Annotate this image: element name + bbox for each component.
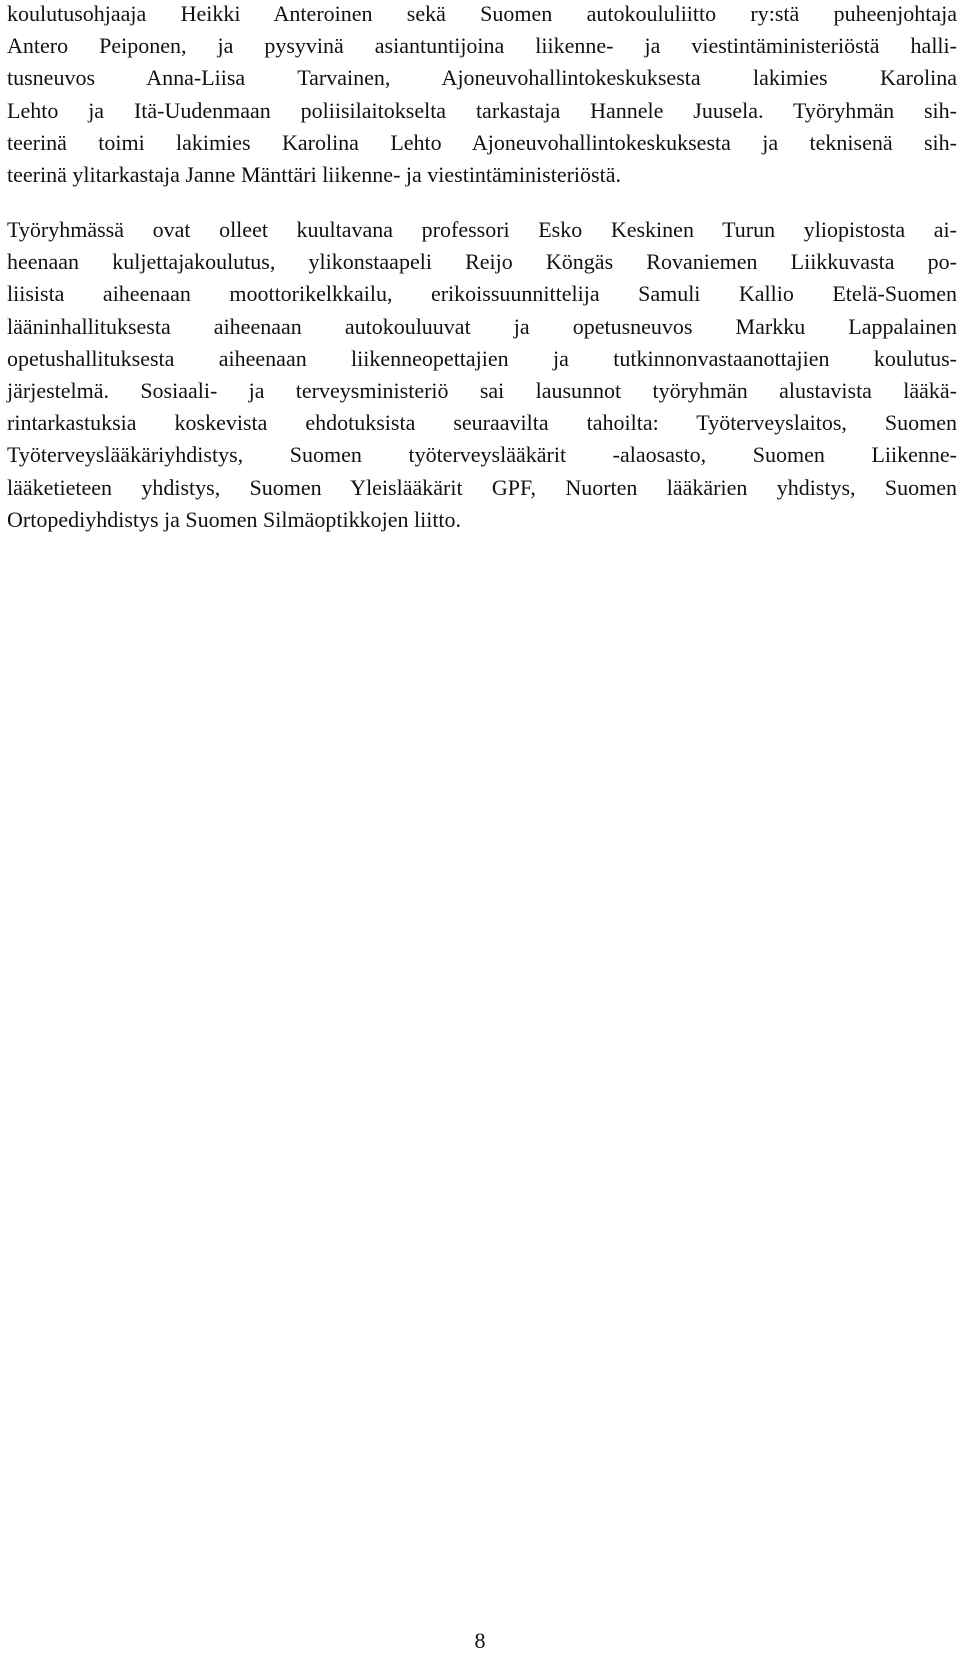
text-line: teerinä toimi lakimies Karolina Lehto Ajoneuvohallintokeskuksesta ja teknisenä sih-: [7, 129, 957, 155]
text-line: koulutusohjaaja Heikki Anteroinen sekä Suomen autokoululiitto ry:stä puheenjohtaja: [7, 1, 957, 26]
text-line: Ortopediyhdistys ja Suomen Silmäoptikkojen liitto.: [7, 506, 462, 532]
text-line: Työterveyslääkäriyhdistys, Suomen työterveyslääkärit -alaosasto, Suomen Liikenne-: [7, 442, 957, 468]
text-line: Antero Peiponen, ja pysyvinä asiantuntijoina liikenne- ja viestintäministeriöstä halli-: [7, 33, 957, 59]
paragraph-1: [7, 0, 957, 191]
text-line: liisista aiheenaan moottorikelkkailu, erikoissuunnittelija Samuli Kallio Etelä-Suomen: [7, 281, 957, 307]
page-number: 8: [474, 1628, 486, 1653]
text-line: opetushallituksesta aiheenaan liikenneopettajien ja tutkinnonvastaanottajien koulutus-: [7, 345, 957, 371]
text-line: lääketieteen yhdistys, Suomen Yleislääkärit GPF, Nuorten lääkärien yhdistys, Suomen: [7, 474, 957, 500]
text-line: tusneuvos Anna-Liisa Tarvainen, Ajoneuvohallintokeskuksesta lakimies Karolina: [7, 65, 957, 91]
text-line: Lehto ja Itä-Uudenmaan poliisilaitokselta tarkastaja Hannele Juusela. Työryhmän sih-: [7, 97, 957, 123]
text-line: heenaan kuljettajakoulutus, ylikonstaapeli Reijo Köngäs Rovaniemen Liikkuvasta po-: [7, 249, 957, 275]
paragraph-2: [7, 214, 957, 536]
text-line: lääninhallituksesta aiheenaan autokouluuvat ja opetusneuvos Markku Lappalainen: [7, 313, 957, 339]
text-line: järjestelmä. Sosiaali- ja terveysministeriö sai lausunnot työryhmän alustavista lääkä-: [7, 378, 957, 404]
text-line: Työryhmässä ovat olleet kuultavana professori Esko Keskinen Turun yliopistosta ai-: [7, 217, 957, 242]
text-line: teerinä ylitarkastaja Janne Mänttäri liikenne- ja viestintäministeriöstä.: [7, 162, 621, 188]
text-line: rintarkastuksia koskevista ehdotuksista seuraavilta tahoilta: Työterveyslaitos, Suomen: [7, 410, 957, 436]
